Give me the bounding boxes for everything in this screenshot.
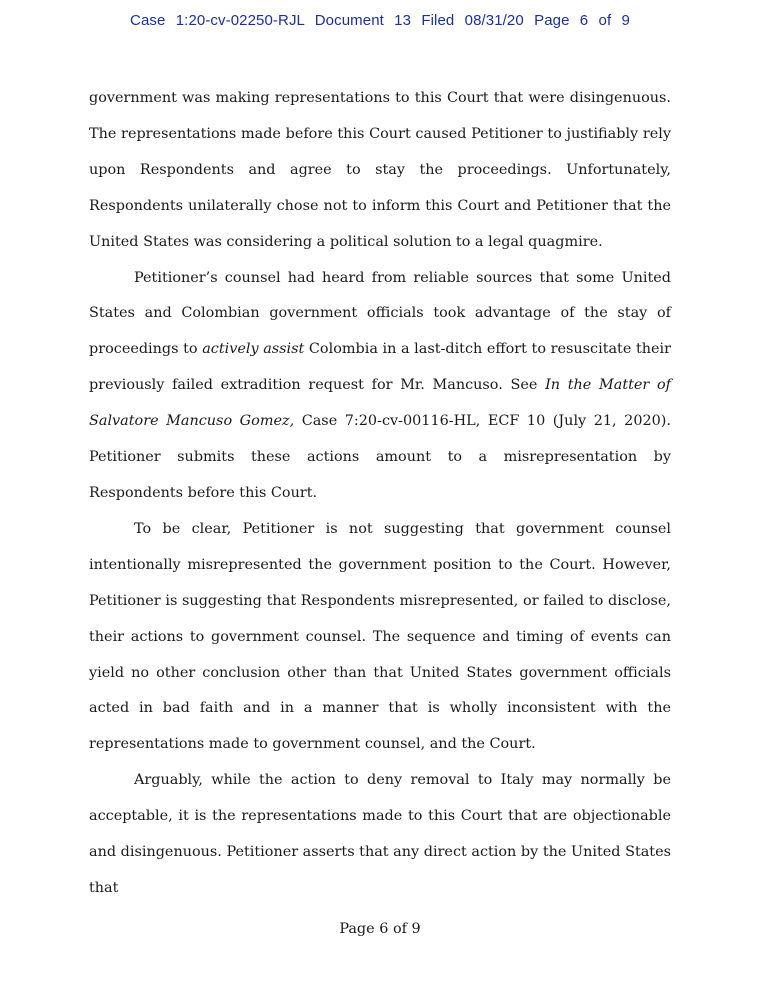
header-page-number: Page 6 of 9 — [534, 12, 630, 29]
paragraph-2 — [89, 261, 671, 512]
paragraph-2-text-a: Petitioner’s counsel had heard from reliable sources that some United States and Colombian government officials took advantage of the stay of proceedings to — [89, 269, 671, 358]
case-citation: In the Matter of Salvatore Mancuso Gomez, — [89, 377, 671, 430]
document-number: Document 13 — [314, 12, 412, 29]
paragraph-2-text-b: Colombia in a last-ditch effort to resuscitate their previously failed extradition request for Mr. Mancuso. See — [89, 341, 672, 394]
paragraph-1: government was making representations to this Court that were disingenuous. The representations made before this Court caused Petitioner to justifiably rely upon Respondents and agree to stay the proceedings. Unfortunately, Respondents unilaterally chose not to inform this Court and Petitioner that the United States was considering a political solution to a legal quagmire. — [89, 90, 671, 250]
ecf-header — [0, 12, 760, 29]
case-number: Case 1:20-cv-02250-RJL — [130, 12, 305, 29]
filed-date: Filed 08/31/20 — [421, 12, 524, 29]
paragraph-2-text-c: Case 7:20-cv-00116-HL, ECF 10 (July 21, 2020). Petitioner submits these actions amount to a misrepresentation by Respondents before this Court. — [89, 413, 671, 501]
document-body — [89, 81, 671, 907]
paragraph-2-emphasis: actively assist — [202, 341, 305, 358]
paragraph-3: To be clear, Petitioner is not suggesting that government counsel intentionally misrepresented the government position to the Court. However, Petitioner is suggesting that Respondents misrepresented, or failed to disclose, their actions to government counsel. The sequence and timing of events can yield no other conclusion other than that United States government officials acted in bad faith and in a manner that is wholly inconsistent with the representations made to government counsel, and the Court. — [89, 520, 671, 753]
page-footer: Page 6 of 9 — [339, 921, 421, 937]
paragraph-4: Arguably, while the action to deny removal to Italy may normally be acceptable, it is the representations made to this Court that are objectionable and disingenuous. Petitioner asserts that any direct action by the United States that — [89, 772, 671, 896]
